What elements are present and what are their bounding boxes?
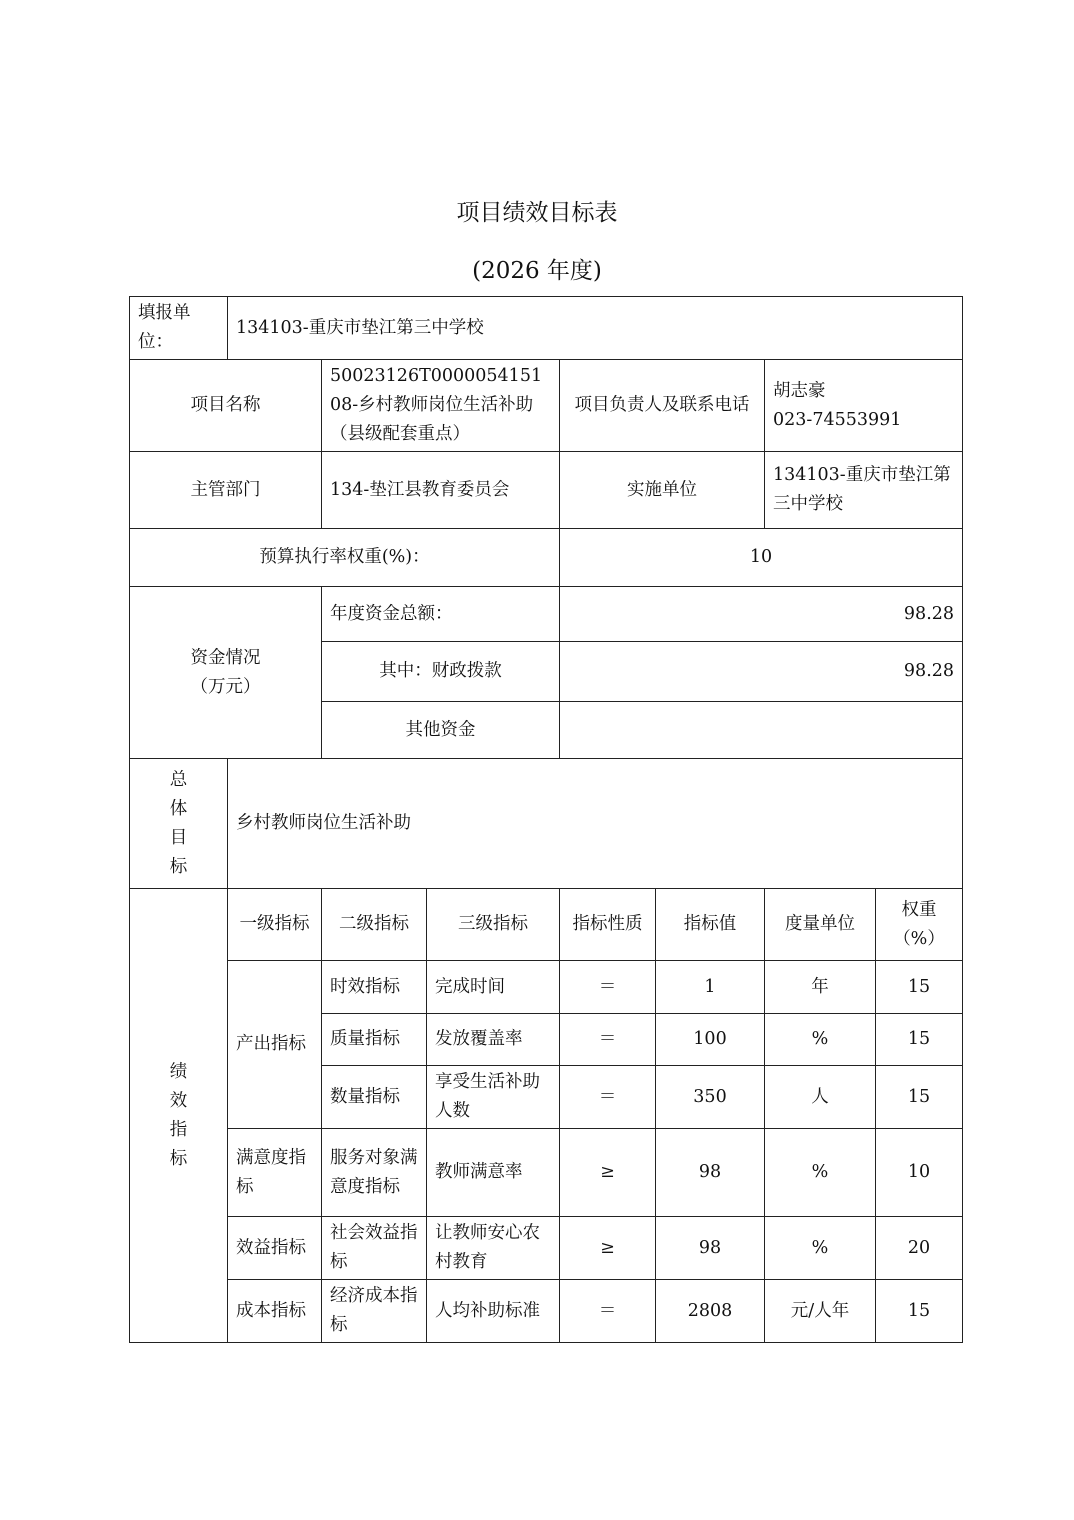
level3-cell: 完成时间	[427, 961, 560, 1014]
impl-unit-label: 实施单位	[560, 452, 765, 529]
value-cell: 98	[656, 1129, 765, 1217]
weight-cell: 15	[876, 961, 963, 1014]
weight-cell: 20	[876, 1217, 963, 1280]
nature-cell: ≥	[560, 1129, 656, 1217]
indicator-header-row	[130, 889, 963, 961]
level1-cost: 成本指标	[228, 1280, 322, 1343]
header-level3: 三级指标	[427, 889, 560, 961]
level3-cell: 人均补助标准	[427, 1280, 560, 1343]
level1-satisfaction: 满意度指标	[228, 1129, 322, 1217]
value-cell: 98	[656, 1217, 765, 1280]
level1-output: 产出指标	[228, 961, 322, 1129]
funds-total-value: 98.28	[560, 587, 963, 642]
funds-total-row	[130, 587, 963, 642]
indicators-section-label: 绩 效 指 标	[130, 889, 228, 1343]
level2-cell: 数量指标	[322, 1066, 427, 1129]
page-title: 项目绩效目标表	[456, 200, 618, 226]
impl-unit-value: 134103-重庆市垫江第三中学校	[765, 452, 963, 529]
unit-cell: 年	[765, 961, 876, 1014]
header-weight: 权重（%）	[876, 889, 963, 961]
funds-label: 资金情况 （万元）	[130, 587, 322, 759]
overall-goal-label: 总 体 目 标	[130, 759, 228, 889]
department-label: 主管部门	[130, 452, 322, 529]
funds-fiscal-value: 98.28	[560, 642, 963, 702]
project-owner-label: 项目负责人及联系电话	[560, 360, 765, 452]
weight-cell: 15	[876, 1014, 963, 1066]
funds-total-label: 年度资金总额：	[322, 587, 560, 642]
level1-benefit: 效益指标	[228, 1217, 322, 1280]
weight-cell: 15	[876, 1066, 963, 1129]
header-nature: 指标性质	[560, 889, 656, 961]
unit-cell: 元/人年	[765, 1280, 876, 1343]
unit-cell: 人	[765, 1066, 876, 1129]
level2-cell: 经济成本指标	[322, 1280, 427, 1343]
nature-cell: ＝	[560, 1280, 656, 1343]
fill-unit-label: 填报单位：	[130, 297, 228, 360]
department-row	[130, 452, 963, 529]
project-name-value: 50023126T000005415108-乡村教师岗位生活补助（县级配套重点）	[322, 360, 560, 452]
level2-cell: 社会效益指标	[322, 1217, 427, 1280]
unit-cell: %	[765, 1129, 876, 1217]
level3-cell: 发放覆盖率	[427, 1014, 560, 1066]
budget-weight-label: 预算执行率权重(%)：	[130, 529, 560, 587]
funds-fiscal-label: 其中：财政拨款	[322, 642, 560, 702]
overall-goal-row	[130, 759, 963, 889]
nature-cell: ＝	[560, 1066, 656, 1129]
level2-cell: 时效指标	[322, 961, 427, 1014]
level3-cell: 让教师安心农村教育	[427, 1217, 560, 1280]
value-cell: 2808	[656, 1280, 765, 1343]
fill-unit-value: 134103-重庆市垫江第三中学校	[228, 297, 963, 360]
header-value: 指标值	[656, 889, 765, 961]
nature-cell: ≥	[560, 1217, 656, 1280]
budget-weight-row	[130, 529, 963, 587]
value-cell: 350	[656, 1066, 765, 1129]
level3-cell: 享受生活补助人数	[427, 1066, 560, 1129]
fill-unit-row	[130, 297, 963, 360]
table-row	[130, 1217, 963, 1280]
level2-cell: 服务对象满意度指标	[322, 1129, 427, 1217]
table-row	[130, 961, 963, 1014]
funds-other-label: 其他资金	[322, 702, 560, 759]
budget-weight-value: 10	[560, 529, 963, 587]
level2-cell: 质量指标	[322, 1014, 427, 1066]
header-level2: 二级指标	[322, 889, 427, 961]
level3-cell: 教师满意率	[427, 1129, 560, 1217]
table-row	[130, 1280, 963, 1343]
project-name-label: 项目名称	[130, 360, 322, 452]
value-cell: 100	[656, 1014, 765, 1066]
project-owner-value: 胡志豪 023-74553991	[765, 360, 963, 452]
value-cell: 1	[656, 961, 765, 1014]
nature-cell: ＝	[560, 961, 656, 1014]
table-row	[130, 1129, 963, 1217]
unit-cell: %	[765, 1014, 876, 1066]
project-name-row	[130, 360, 963, 452]
unit-cell: %	[765, 1217, 876, 1280]
page-subtitle: (2026 年度)	[472, 258, 602, 284]
nature-cell: ＝	[560, 1014, 656, 1066]
performance-target-table	[129, 296, 963, 1343]
weight-cell: 10	[876, 1129, 963, 1217]
header-level1: 一级指标	[228, 889, 322, 961]
header-unit: 度量单位	[765, 889, 876, 961]
funds-other-value	[560, 702, 963, 759]
overall-goal-value: 乡村教师岗位生活补助	[228, 759, 963, 889]
department-value: 134-垫江县教育委员会	[322, 452, 560, 529]
weight-cell: 15	[876, 1280, 963, 1343]
